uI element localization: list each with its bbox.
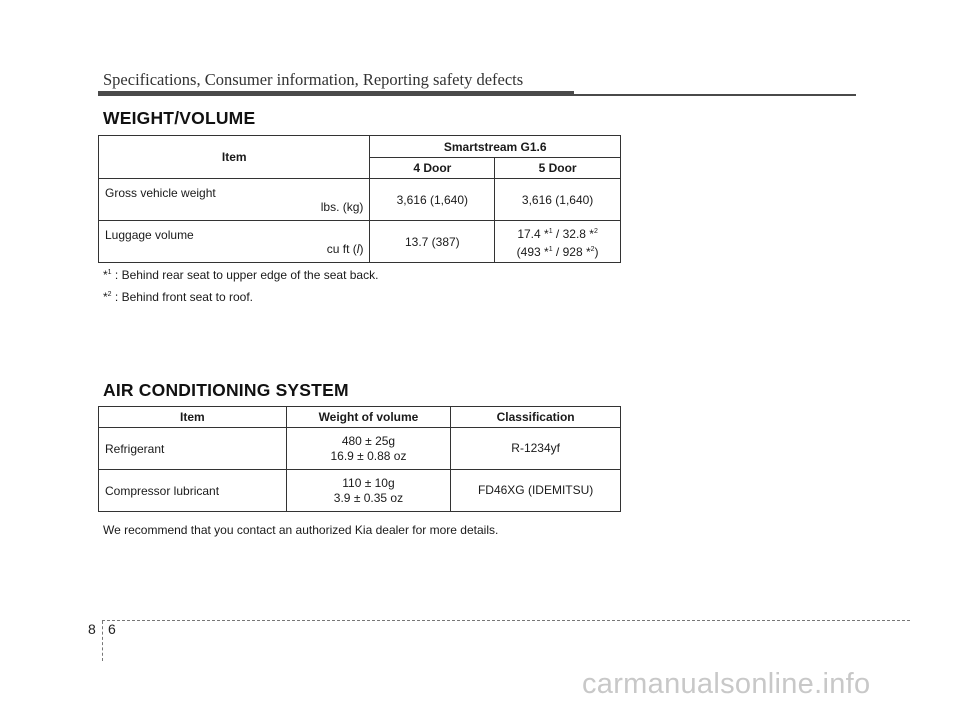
header-engine: Smartstream G1.6	[370, 136, 621, 158]
row-unit: lbs. (kg)	[320, 199, 364, 214]
value-4-door: 3,616 (1,640)	[370, 179, 495, 221]
dealer-note: We recommend that you contact an authorized Kia dealer for more details.	[103, 523, 499, 537]
row-label-cell	[99, 179, 370, 221]
row-label: Gross vehicle weight	[105, 185, 216, 200]
header-item: Item	[99, 136, 370, 179]
air-conditioning-table	[98, 406, 621, 512]
section-title-air-conditioning: AIR CONDITIONING SYSTEM	[103, 380, 349, 400]
row-label: Luggage volume	[105, 227, 194, 242]
row-unit: cu ft (l)	[326, 241, 364, 256]
item-cell: Compressor lubricant	[99, 470, 287, 512]
header-classification: Classification	[451, 407, 621, 428]
footnote-2: *$^2$ : Behind front seat to roof.	[103, 290, 253, 304]
row-label-cell	[99, 221, 370, 263]
footnote-1: *$^1$ : Behind rear seat to upper edge of the seat back.	[103, 268, 379, 282]
page-header-title: Specifications, Consumer information, Reporting safety defects	[103, 70, 524, 89]
watermark: carmanualsonline.info	[582, 668, 871, 700]
header-item: Item	[99, 407, 287, 428]
page-number: 6	[108, 621, 116, 637]
table-row	[99, 221, 621, 263]
weight-cell: 110 ± 10g 3.9 ± 0.35 oz	[286, 470, 451, 512]
header-5-door: 5 Door	[495, 158, 621, 179]
table-row	[99, 179, 621, 221]
weight-cell: 480 ± 25g 16.9 ± 0.88 oz	[286, 428, 451, 470]
footer-divider	[102, 620, 910, 621]
classification-cell: FD46XG (IDEMITSU)	[451, 470, 621, 512]
table-row	[99, 428, 621, 470]
header-4-door: 4 Door	[370, 158, 495, 179]
value-4-door: 13.7 (387)	[370, 221, 495, 263]
header-rule-thick	[98, 91, 574, 96]
table-row	[99, 470, 621, 512]
page-section-number: 8	[88, 621, 96, 637]
header-weight-of-volume: Weight of volume	[286, 407, 451, 428]
classification-cell: R-1234yf	[451, 428, 621, 470]
header-rule-thin	[574, 94, 856, 96]
value-5-door: 3,616 (1,640)	[495, 179, 621, 221]
value-5-door: 17.4 *$^1$ / 32.8 *$^2$ (493 *$^1$ / 928 *$^2$)	[495, 221, 621, 263]
item-cell: Refrigerant	[99, 428, 287, 470]
weight-volume-table	[98, 135, 621, 263]
page-number-divider	[102, 621, 103, 661]
section-title-weight-volume: WEIGHT/VOLUME	[103, 108, 256, 128]
